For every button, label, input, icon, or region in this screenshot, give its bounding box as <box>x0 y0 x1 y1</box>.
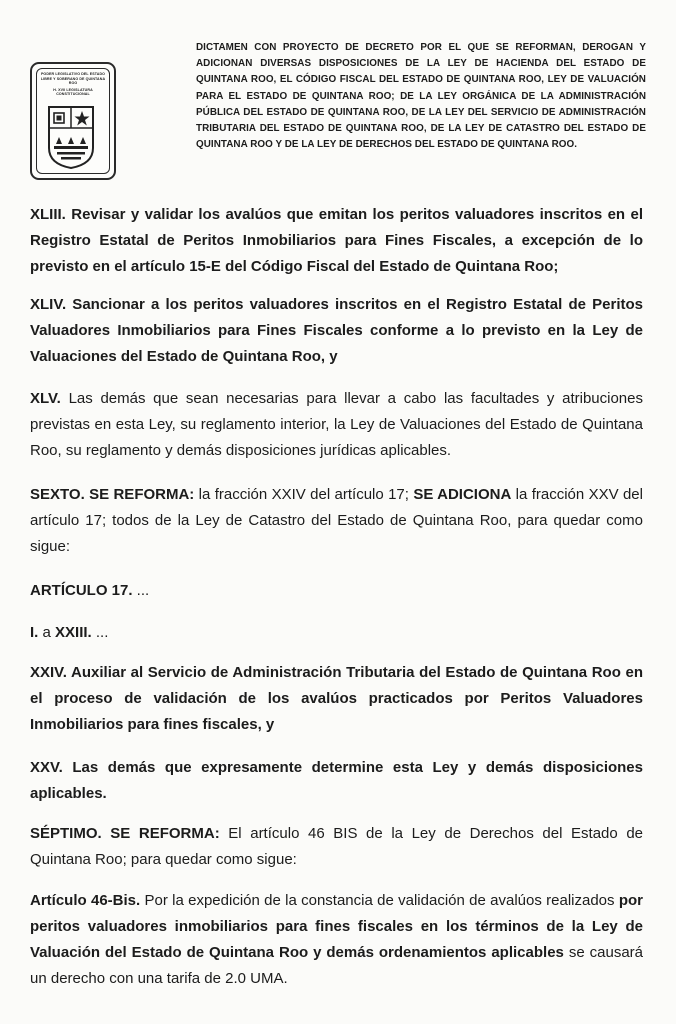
sexto-text-1: la fracción XXIV del artículo 17; <box>194 486 414 503</box>
paragraph-articulo-46-bis <box>30 888 643 992</box>
sexto-adiciona: SE ADICIONA <box>413 486 512 503</box>
paragraph-fracciones <box>30 620 643 646</box>
paragraph-xliv <box>30 292 643 370</box>
paragraph-xliii <box>30 202 643 280</box>
fraccion-i: I. <box>30 624 39 641</box>
paragraph-xlv-label: XLV. <box>30 390 61 407</box>
septimo-text: El artículo 46 BIS de la Ley de Derechos del Estado de Quintana Roo; para quedar como sigue: <box>30 825 644 868</box>
articulo-17-ellipsis: ... <box>132 582 150 599</box>
seal-caption <box>38 72 108 97</box>
document-header-title: DICTAMEN CON PROYECTO DE DECRETO POR EL QUE SE REFORMAN, DEROGAN Y ADICIONAN DIVERSAS DISPOSICIONES DE LA LEY DE HACIENDA DEL ESTADO DE QUINTANA ROO, EL CÓDIGO FISCAL DEL ESTADO DE QUINTANA ROO, LEY DE VALUACIÓN PARA EL ESTADO DE QUINTANA ROO; DE LA LEY ORGÁNICA DE LA ADMINISTRACIÓN PÚBLICA DEL ESTADO DE QUINTANA ROO, DE LA LEY DEL SERVICIO DE ADMINISTRACIÓN TRIBUTARIA DEL ESTADO DE QUINTANA ROO, DE LA LEY DE CATASTRO DEL ESTADO DE QUINTANA ROO Y DE LA LEY DE DERECHOS DEL ESTADO DE QUINTANA ROO. <box>196 42 646 151</box>
paragraph-xxv-text: XXV. Las demás que expresamente determine esta Ley y demás disposiciones aplicables. <box>30 759 643 802</box>
paragraph-xxv <box>30 755 643 807</box>
fraccion-ellipsis: ... <box>91 624 109 641</box>
paragraph-articulo-17 <box>30 578 643 604</box>
seal-caption-line: PODER LEGISLATIVO DEL ESTADO LIBRE Y SOBERANO DE QUINTANA ROO <box>40 72 106 86</box>
articulo-46-bis-heading: Artículo 46-Bis. <box>30 892 141 909</box>
paragraph-xlv-text: Las demás que sean necesarias para llevar a cabo las facultades y atribuciones previstas en esta Ley, su reglamento interior, la Ley de Valuaciones del Estado de Quintana Roo, su reglamento y demás disposiciones jurídicas aplicables. <box>30 390 643 459</box>
articulo-46-bis-text-1: Por la expedición de la constancia de validación de avalúos realizados <box>140 892 619 909</box>
fraccion-connector: a <box>38 624 56 641</box>
fraccion-xxiii: XXIII. <box>55 624 92 641</box>
paragraph-septimo <box>30 821 643 873</box>
articulo-17-heading: ARTÍCULO 17. <box>30 582 133 599</box>
paragraph-xlv <box>30 386 643 464</box>
sexto-text-2: la fracción XXV del artículo 17; todos de la Ley de Catastro del Estado de Quintana Roo, para quedar como sigue: <box>30 486 643 555</box>
articulo-46-bis-bold-clause: por peritos valuadores inmobiliarios para fines fiscales en los términos de la Ley de Valuación del Estado de Quintana Roo y demás ordenamientos aplicables <box>30 892 643 961</box>
paragraph-sexto <box>30 482 643 560</box>
septimo-heading: SÉPTIMO. SE REFORMA: <box>30 825 220 842</box>
seal-legislature-line: H. XVII LEGISLATURA CONSTITUCIONAL <box>53 87 93 97</box>
coat-of-arms-icon <box>46 104 96 170</box>
paragraph-xliv-text: XLIV. Sancionar a los peritos valuadores inscritos en el Registro Estatal de Peritos Valuadores Inmobiliarios para Fines Fiscales conforme a lo previsto en la Ley de Valuaciones del Estado de Quintana Roo, y <box>30 296 643 365</box>
paragraph-xxiv <box>30 660 643 738</box>
paragraph-xliii-text: XLIII. Revisar y validar los avalúos que emitan los peritos valuadores inscritos en el Registro Estatal de Peritos Inmobiliarios para Fines Fiscales, a excepción de lo previsto en el artículo 15-E del Código Fiscal del Estado de Quintana Roo; <box>30 206 643 275</box>
sexto-heading: SEXTO. SE REFORMA: <box>30 486 195 503</box>
paragraph-xxiv-text: XXIV. Auxiliar al Servicio de Administración Tributaria del Estado de Quintana Roo en el proceso de validación de los avalúos practicados por Peritos Valuadores Inmobiliarios para fines fiscales, y <box>30 664 643 733</box>
legislature-seal <box>30 62 116 180</box>
articulo-46-bis-text-2: se causará un derecho con una tarifa de 2.0 UMA. <box>30 944 644 987</box>
